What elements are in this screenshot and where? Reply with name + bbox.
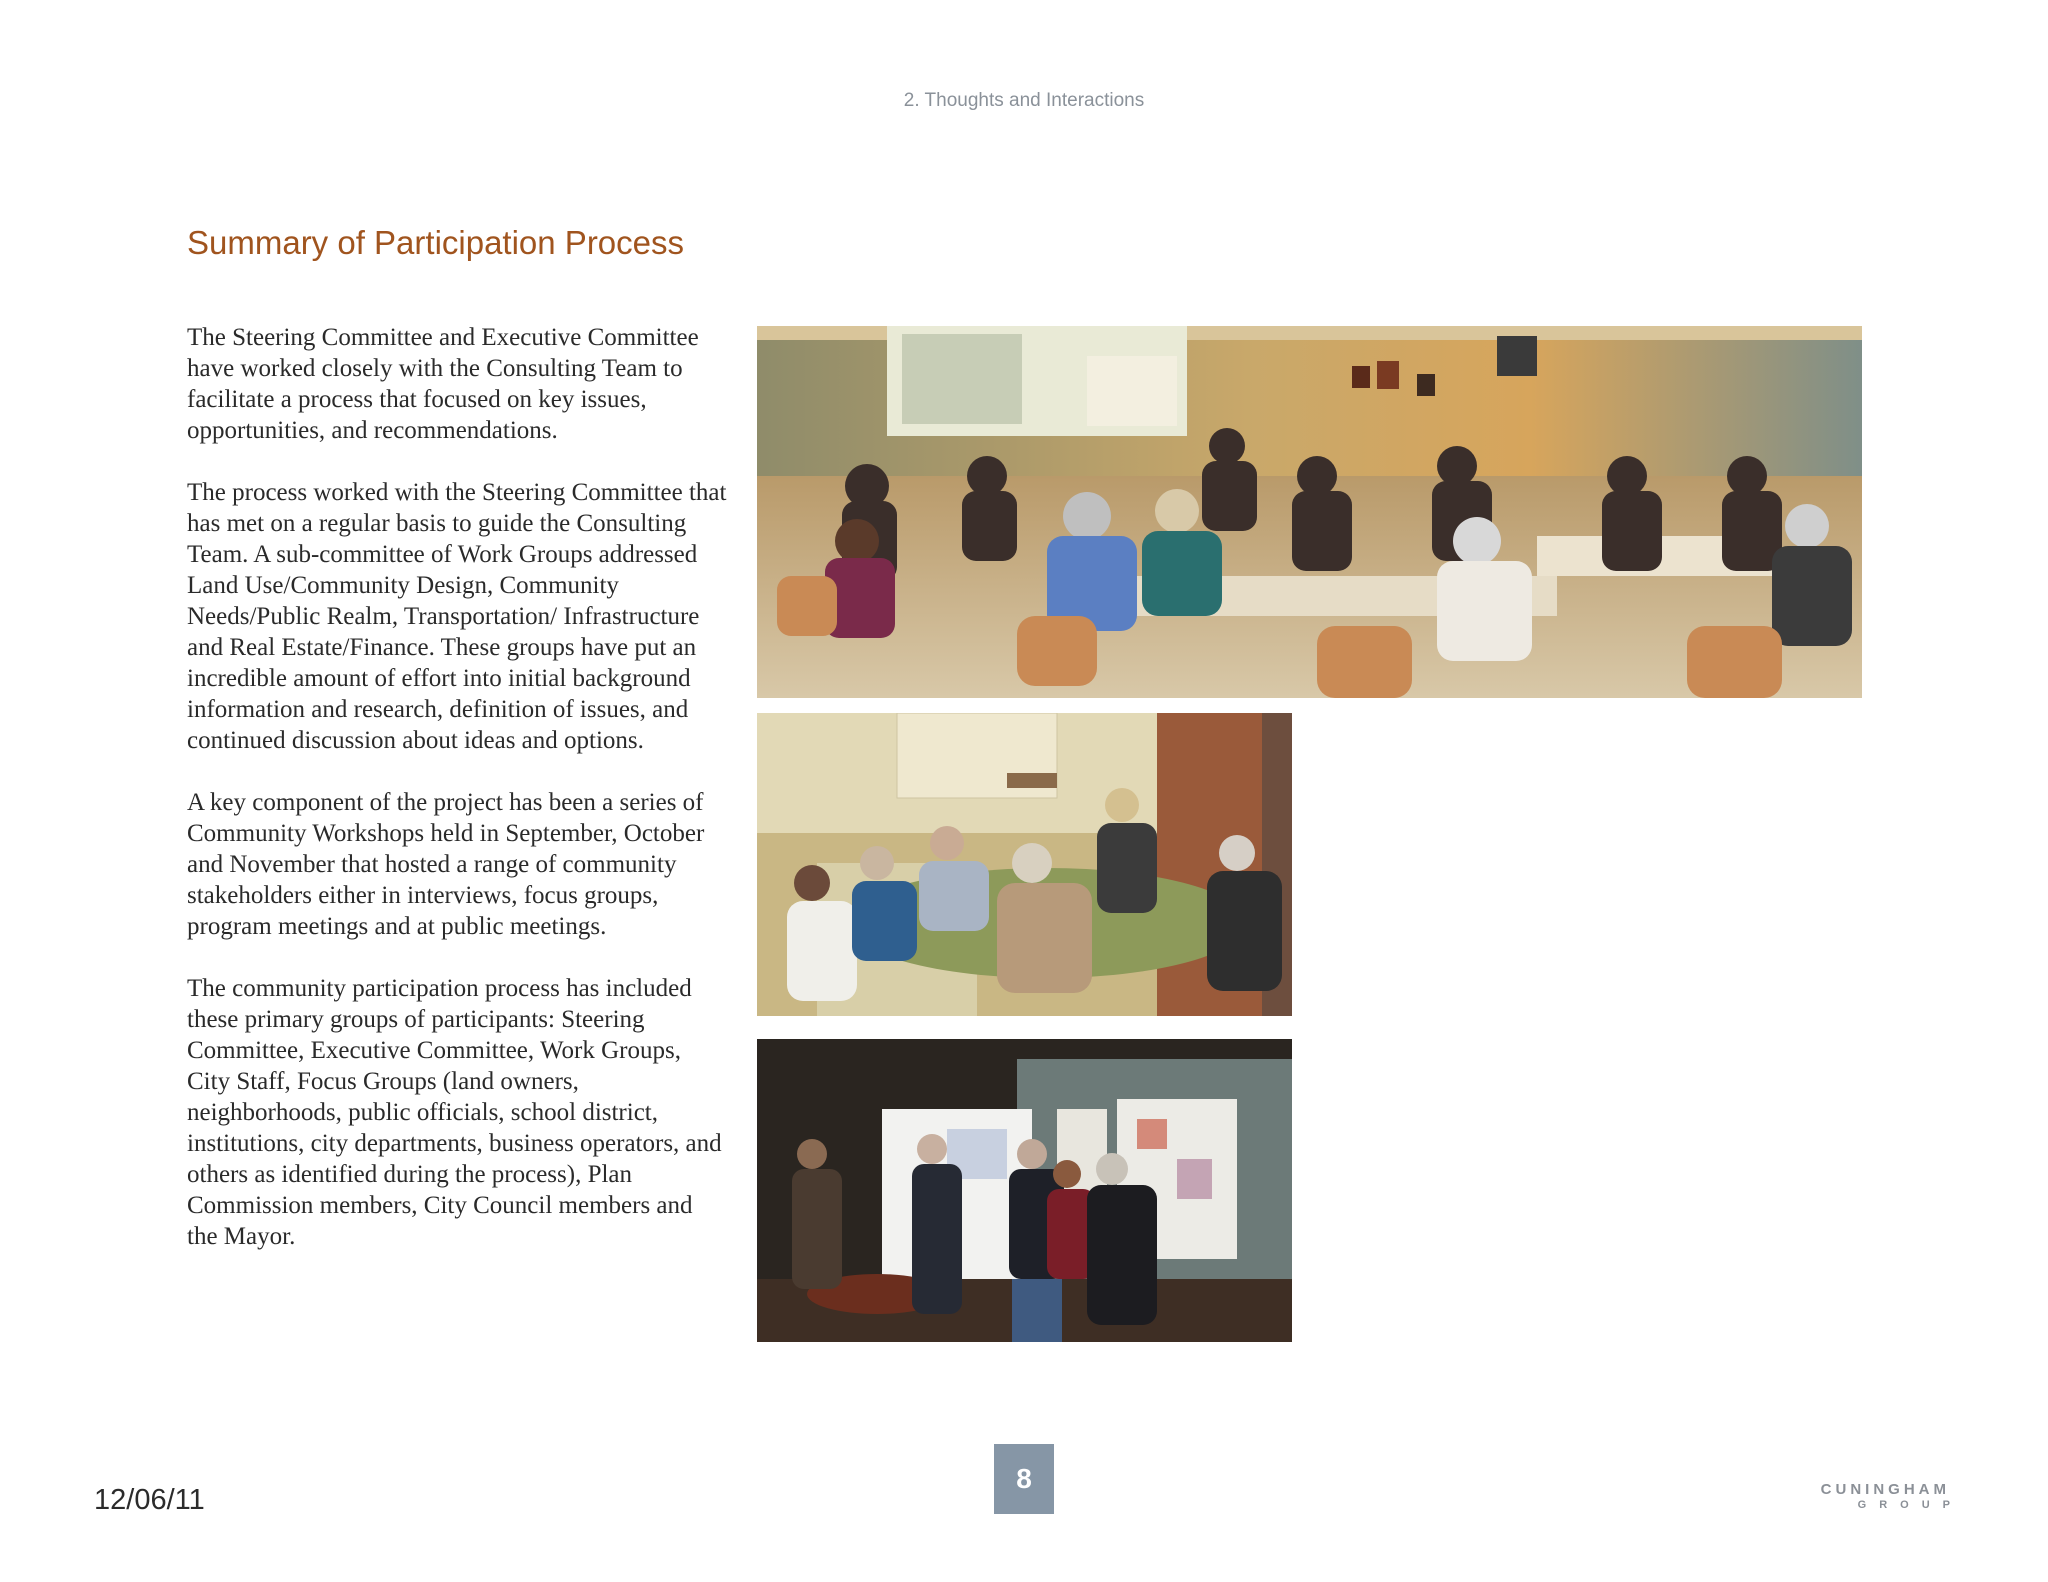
body-text [187,322,727,1283]
map-review-photo [757,1039,1292,1342]
section-header: 2. Thoughts and Interactions [903,90,1145,111]
paragraph: The Steering Committee and Executive Committee have worked closely with the Consulting Team to facilitate a process that focused on key issues, opportunities, and recommendations. [187,324,699,444]
meeting-room-photo [757,326,1862,698]
paragraph: The process worked with the Steering Committee that has met on a regular basis to guide the Consulting Team. A sub-committee of Work Groups addressed Land Use/Community Design, Community Needs/Public Realm, Transportation/ Infrastructure and Real Estate/Finance. These groups have put an incredible amount of effort into initial background information and research, definition of issues, and continued discussion about ideas and options. [187,479,727,754]
paragraph: The community participation process has included these primary groups of participants: Steering Committee, Executive Committee, Work Groups, City Staff, Focus Groups (land owners, neighborhoods, public officials, school district, institutions, city departments, business operators, and others as identified during the process), Plan Commission members, City Council members and the Mayor. [187,975,722,1250]
footer-date: 12/06/11 [94,1484,205,1516]
logo-line-1: CUNINGHAM [1820,1481,1950,1498]
logo-line-2: GROUP [1857,1499,1963,1511]
page-title: Summary of Participation Process [187,224,685,261]
small-group-photo [757,713,1292,1016]
cuningham-group-logo [1810,1481,1963,1511]
paragraph: A key component of the project has been a series of Community Workshops held in September, October and November that hosted a range of community stakeholders either in interviews, focus groups, program meetings and at public meetings. [187,789,705,940]
page-number-badge: 8 [994,1444,1054,1514]
